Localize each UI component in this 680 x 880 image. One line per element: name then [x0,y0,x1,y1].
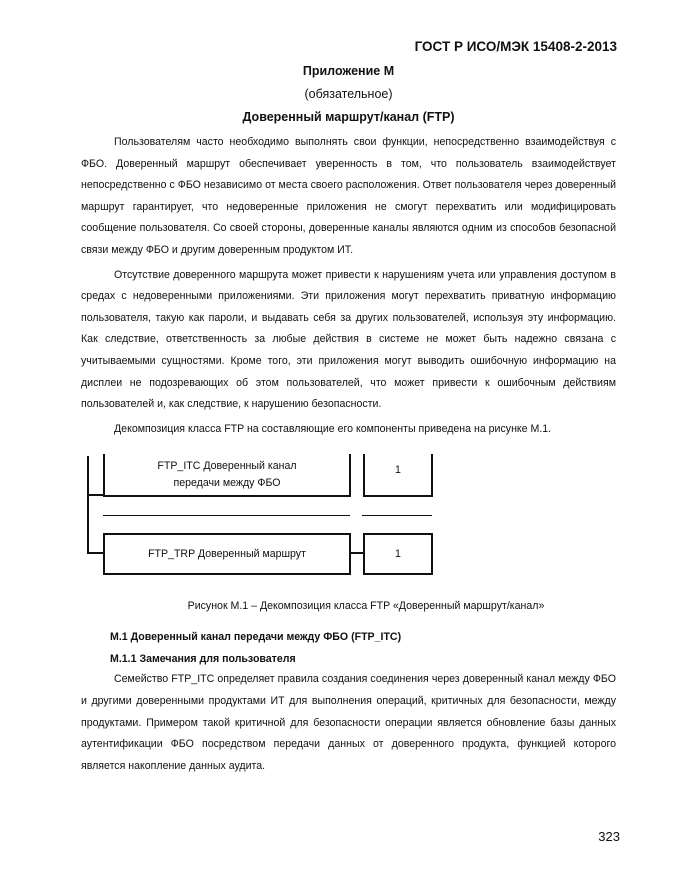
component-count: 1 [395,464,401,477]
section-heading: М.1 Доверенный канал передачи между ФБО (FTP_ITC) [110,631,402,644]
page-content [81,38,616,780]
family-box-ftp-itc [103,454,351,497]
paragraph-1: Пользователям часто необходимо выполнять свои функции, непосредственно взаимодействуя с ФБО. Доверенный маршрут обеспечивает уверенность в том, что пользователь взаимодействует непосредственно с ФБО независимо от места своего расположения. Ответ пользователя через доверенный маршрут гарантирует, что недоверенные приложения не смогут перехватить или модифицировать сообщение пользователя. Со своей стороны, доверенные каналы являются одним из способов безопасной связи между ФБО и другим доверенным продуктом ИТ. [81,136,616,256]
section-paragraph: Семейство FTP_ITC определяет правила создания соединения через доверенный канал между ФБО и другими доверенными продуктами ИТ для выполнения операций, критичных для безопасности, между продуктами. Примером такой критичной для безопасности операции является обновление базы данных аутентификации ФБО посредством передачи данных от доверенного продукта, функцией которого является накопление данных аудита. [81,673,616,772]
tree-branch-line [87,552,104,554]
figure-caption: Рисунок М.1 – Декомпозиция класса FTP «Доверенный маршрут/канал» [187,600,545,613]
family-label: FTP_TRP Доверенный маршрут [148,548,306,561]
tree-branch-line [87,494,104,496]
component-count: 1 [395,548,401,561]
divider-line [103,515,350,516]
paragraph-2: Отсутствие доверенного маршрута может привести к нарушениям учета или управления доступом в средах с недоверенными приложениями. Эти приложения могут перехватить приватную информацию пользователя, такую как пароли, и выдавать себя за других пользователей, используя эту информацию. Как следствие, ответственность за любые действия в системе не может быть надежно связана с учитываемыми сущностями. Кроме того, эти приложения могут выводить ошибочную информацию на дисплеи не подозревающих об этом пользователей, что может привести к ошибочным действиям пользователей и, как следствие, к нарушению безопасности. [81,268,616,411]
connector-line [350,552,364,554]
appendix-subtitle: Доверенный маршрут/канал (FTP) [242,110,455,124]
family-box-ftp-trp [103,533,351,575]
page-number: 323 [598,829,620,844]
appendix-title: Приложение М [302,64,395,78]
component-box [363,454,433,497]
paragraph-3: Декомпозиция класса FTP на составляющие его компоненты приведена на рисунке М.1. [114,422,552,435]
component-box [363,533,433,575]
appendix-status: (обязательное) [304,87,393,101]
tree-trunk-line [87,456,89,554]
divider-line [362,515,432,516]
document-header: ГОСТ Р ИСО/МЭК 15408-2-2013 [414,39,617,54]
family-label: FTP_ITC Доверенный канал передачи между ФБО [157,459,297,489]
subsection-heading: М.1.1 Замечания для пользователя [110,653,296,666]
decomposition-diagram [81,444,616,580]
